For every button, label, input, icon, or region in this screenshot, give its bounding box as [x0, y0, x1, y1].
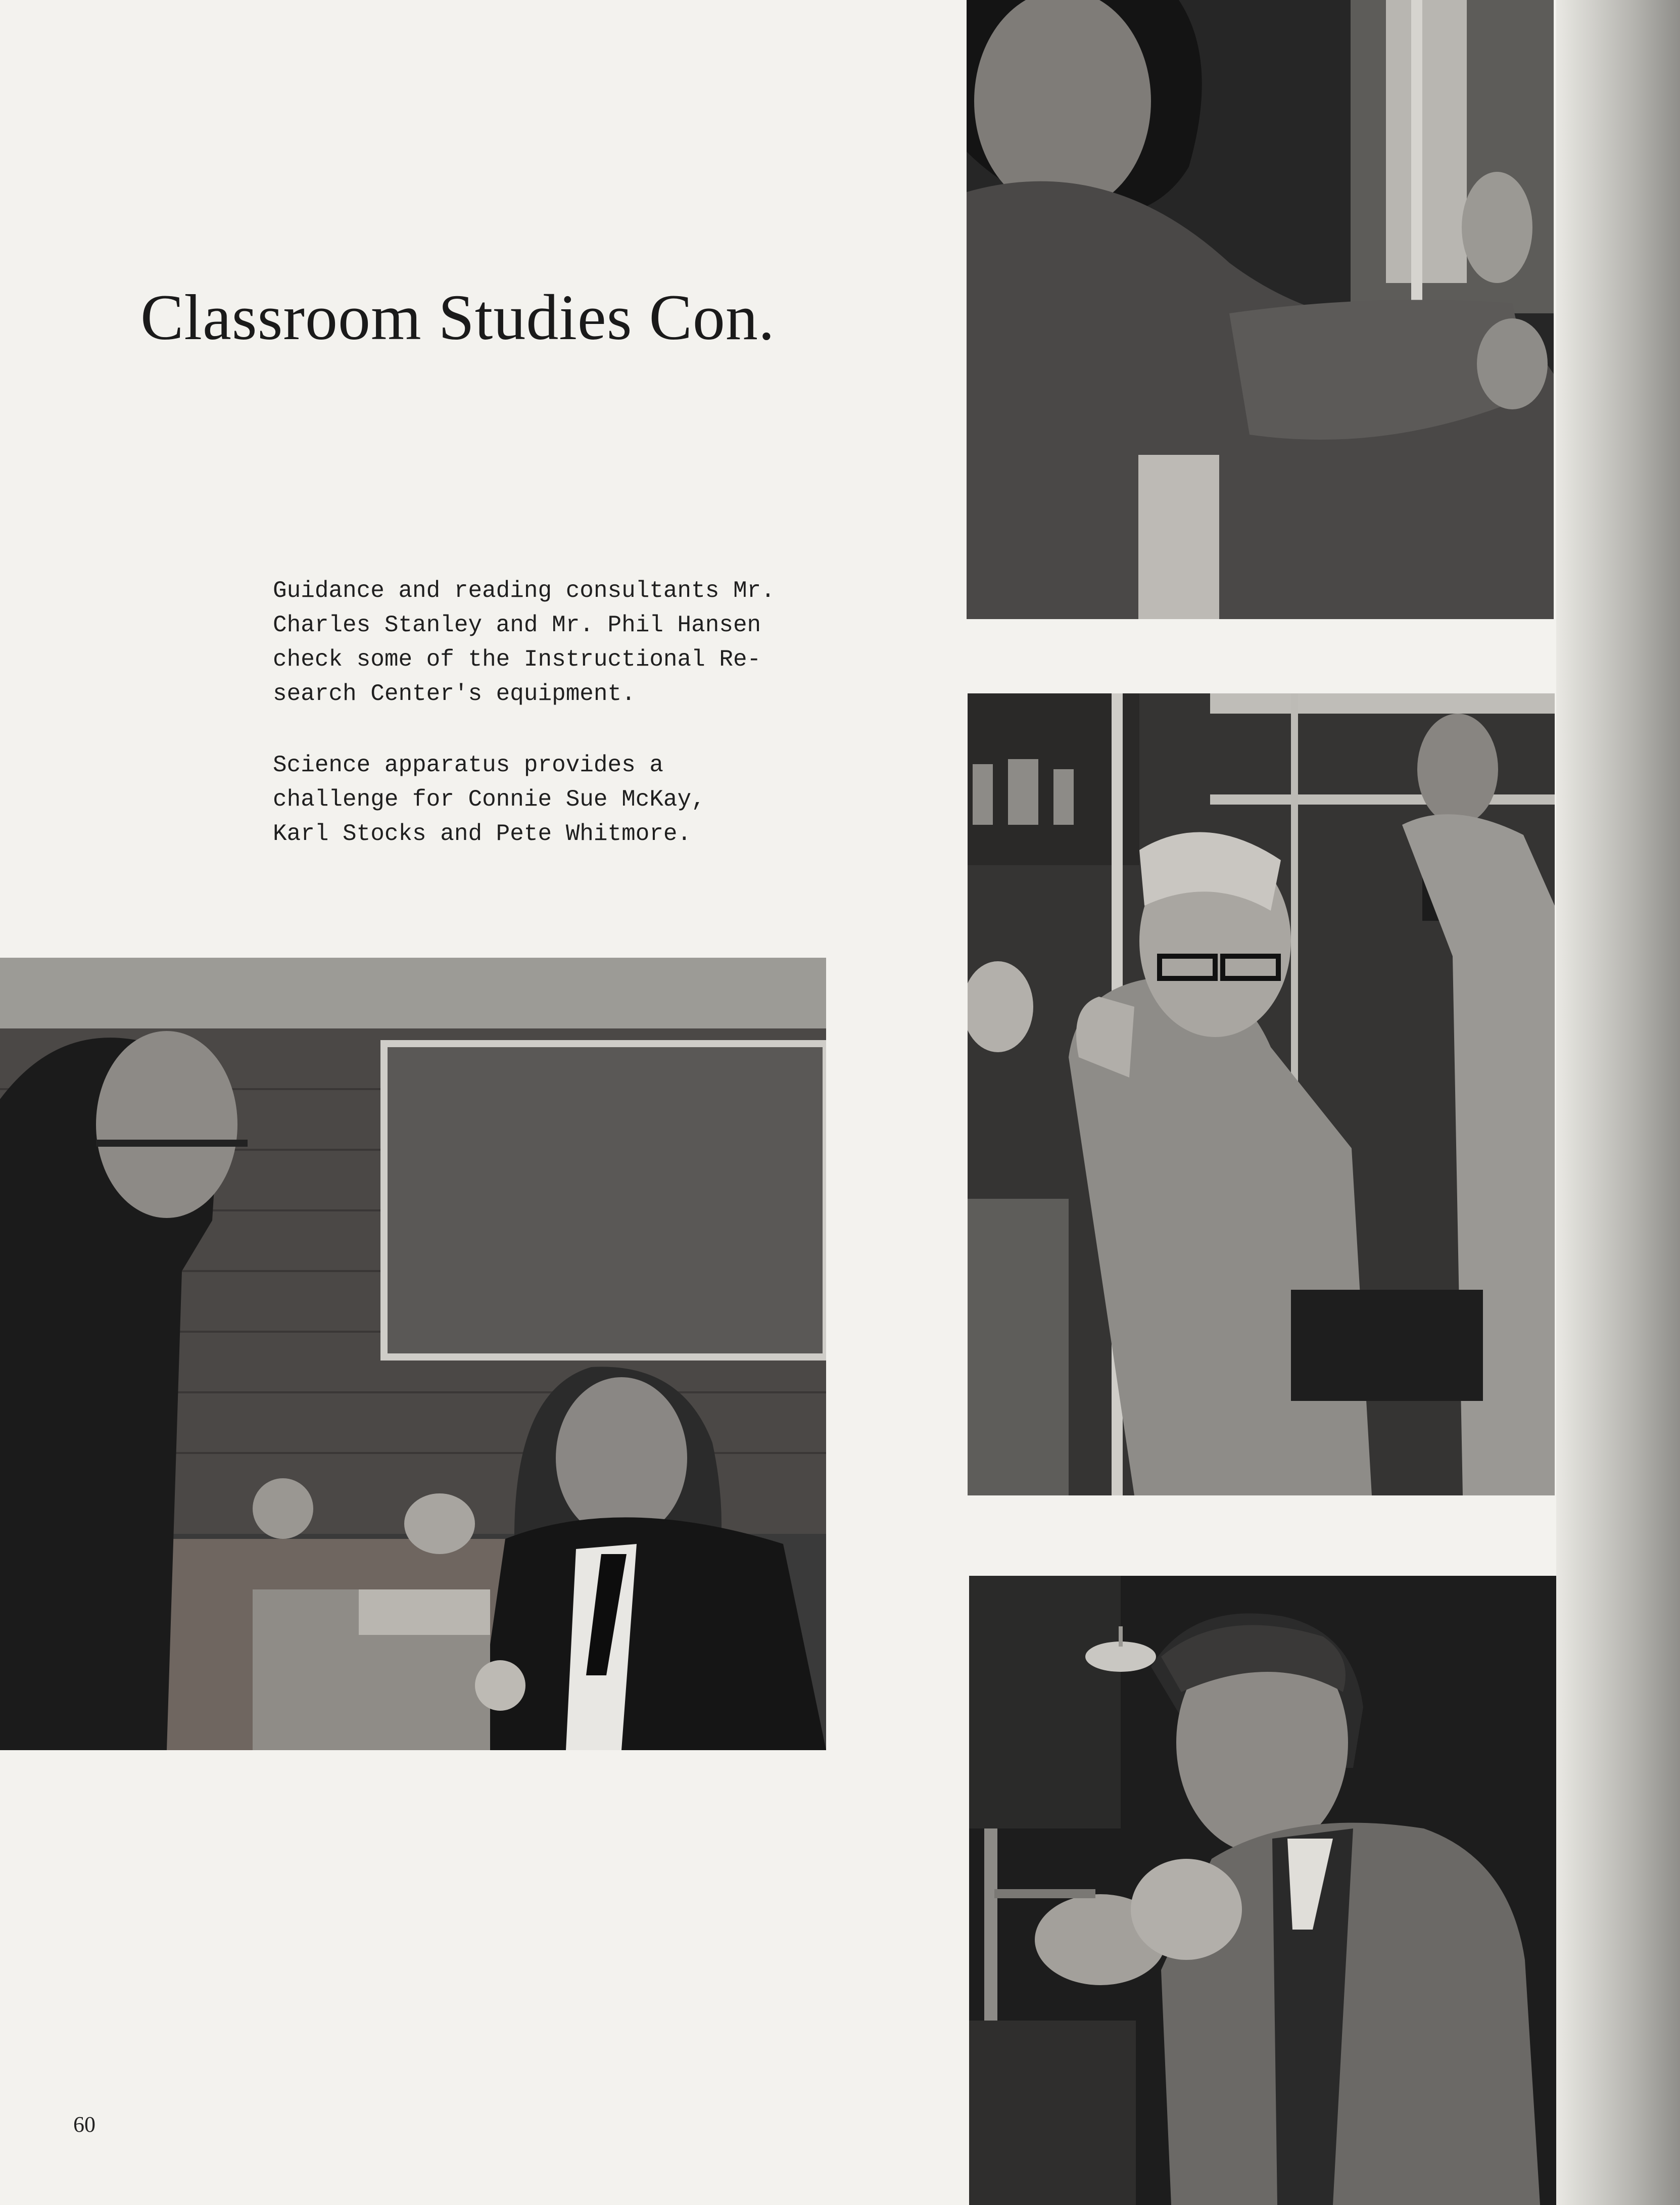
consultants-with-equipment-photo: [0, 958, 826, 1750]
student-with-apparatus-photo: [969, 1576, 1556, 2205]
caption-science-apparatus: Science apparatus provides a challenge for Connie Sue McKay, Karl Stocks and Pete Whitmore.: [273, 752, 705, 847]
caption-guidance-consultants: Guidance and reading consultants Mr. Charles Stanley and Mr. Phil Hansen check some of the Instructional Re- search Center's equipment.: [273, 578, 775, 707]
student-adjusting-apparatus-photo: [967, 0, 1554, 619]
page-edge-shadow: [1556, 0, 1680, 2205]
page-number: 60: [73, 2112, 95, 2137]
page-title: Classroom Studies Con.: [140, 282, 775, 353]
students-in-lab-photo: [968, 693, 1555, 1495]
